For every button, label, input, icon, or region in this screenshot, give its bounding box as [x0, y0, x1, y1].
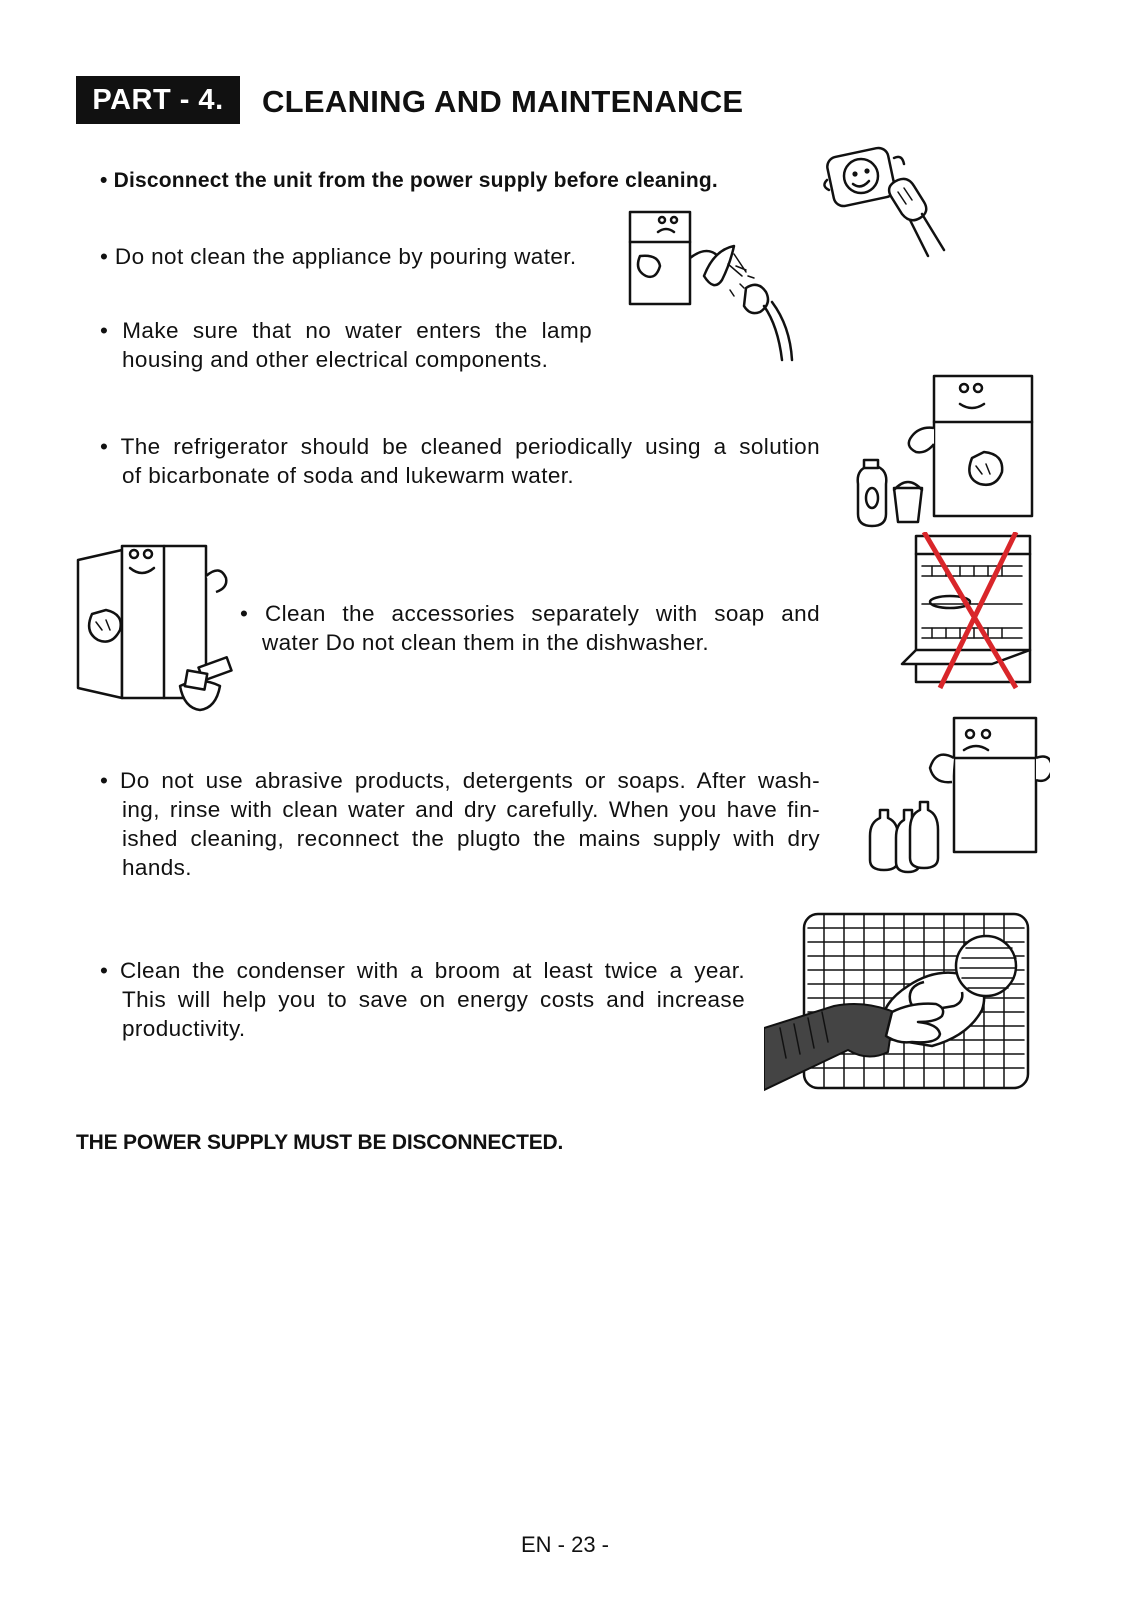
power-disconnected-warning: THE POWER SUPPLY MUST BE DISCONNECTED.	[76, 1131, 564, 1154]
abrasive-line-3: ished cleaning, reconnect the plugto the mains supply with dry	[122, 826, 820, 851]
part-label: PART - 4.	[76, 76, 240, 124]
fridge-cleaning-icon	[846, 366, 1046, 536]
fridge-accessories-icon	[74, 536, 242, 726]
abrasive-products-instruction	[100, 766, 820, 882]
lamp-housing-instruction	[100, 316, 592, 374]
accessories-line-2: water Do not clean them in the dishwasher.	[262, 630, 710, 655]
condenser-line-3: productivity.	[122, 1016, 246, 1041]
fridge-pouring-water-icon	[624, 206, 804, 376]
lamp-housing-line-1: • Make sure that no water enters the lamp	[100, 318, 592, 343]
fridge-detergents-icon	[860, 708, 1050, 888]
accessories-instruction	[240, 599, 820, 657]
condenser-brush-icon	[764, 908, 1036, 1092]
power-socket-icon	[822, 138, 962, 268]
periodic-cleaning-instruction	[100, 432, 820, 490]
disconnect-instruction: • Disconnect the unit from the power supply before cleaning.	[100, 169, 718, 192]
condenser-line-1: • Clean the condenser with a broom at least twice a year.	[100, 958, 745, 983]
page-number: EN - 23 -	[520, 1532, 610, 1557]
pouring-water-instruction: • Do not clean the appliance by pouring water.	[100, 244, 577, 269]
section-title: CLEANING AND MAINTENANCE	[262, 84, 744, 119]
condenser-instruction	[100, 956, 745, 1043]
abrasive-line-4: hands.	[122, 855, 192, 880]
dishwasher-crossed-icon	[898, 532, 1038, 694]
abrasive-line-2: ing, rinse with clean water and dry carefully. When you have fin-	[122, 797, 820, 822]
accessories-line-1: • Clean the accessories separately with soap and	[240, 601, 820, 626]
abrasive-line-1: • Do not use abrasive products, detergents or soaps. After wash-	[100, 768, 820, 793]
periodic-line-2: of bicarbonate of soda and lukewarm water.	[122, 463, 575, 488]
condenser-line-2: This will help you to save on energy costs and increase	[122, 987, 745, 1012]
lamp-housing-line-2: housing and other electrical components.	[122, 347, 549, 372]
periodic-line-1: • The refrigerator should be cleaned periodically using a solution	[100, 434, 820, 459]
